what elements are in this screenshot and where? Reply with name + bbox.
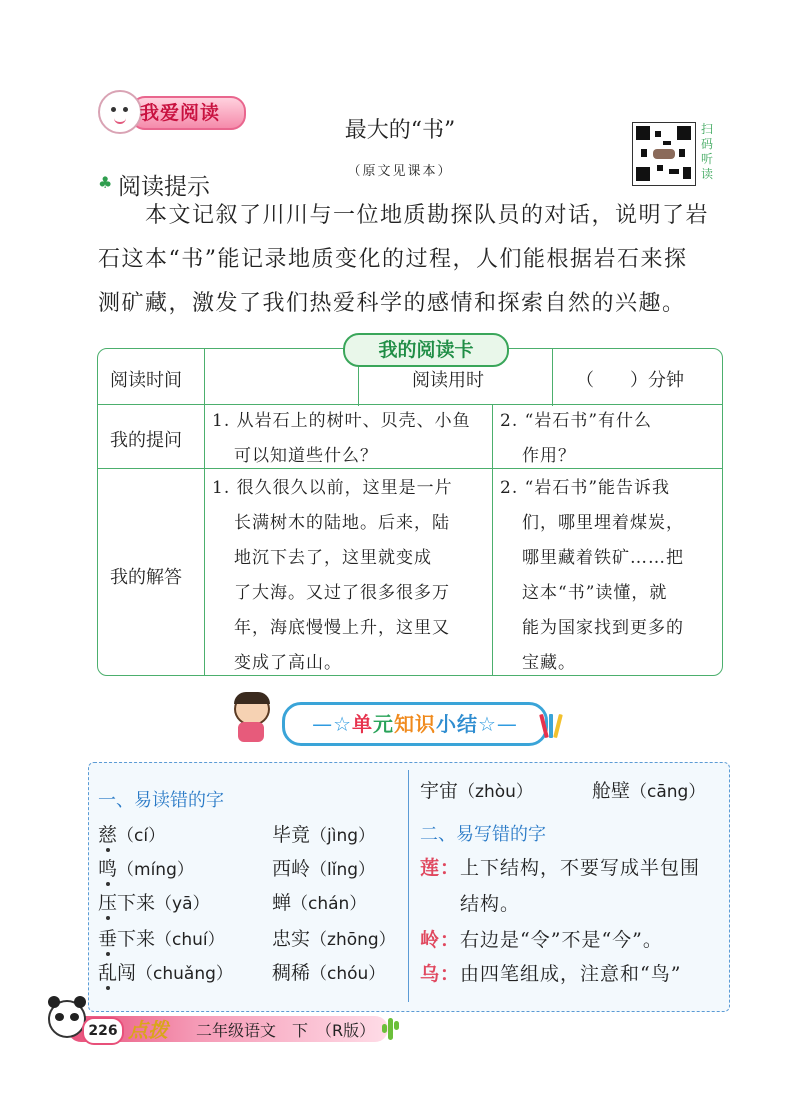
word-char: 垂下来 [98, 928, 156, 950]
word-pinyin: （chuí） [155, 930, 225, 950]
word-char: 鸣 [98, 858, 118, 880]
question-1-line: 可以知道些什么？ [234, 446, 378, 466]
banner-char: 知识 [394, 712, 436, 736]
pencils-icon [540, 712, 566, 738]
word-pinyin: （chuǎng） [136, 964, 233, 984]
answer-1 [212, 471, 453, 681]
page-title: 最大的“书” [344, 118, 456, 143]
card-col-divider [204, 348, 205, 676]
tip-text: 结构。 [460, 893, 521, 915]
misread-word [272, 854, 375, 881]
word-char: 忠实 [272, 928, 311, 950]
answer-1-line: 1. 很久很久以前，这里是一片 [212, 478, 453, 498]
word-char: 毕竟 [272, 824, 311, 846]
book-info: 二年级语文 下 （R版） [196, 1021, 376, 1040]
word-pinyin: （cāng） [630, 782, 706, 802]
page-number: 226 [82, 1017, 124, 1045]
word-pinyin: （zhōng） [310, 930, 396, 950]
leaf-icon: ♣ [98, 173, 113, 192]
answer-1-line: 变成了高山。 [234, 653, 342, 673]
section-misread-title: 一、易读错的字 [98, 790, 224, 811]
card-col-divider [552, 348, 553, 406]
scan-to-listen-label: 扫码听读 [700, 122, 713, 181]
tip-char: 乌： [420, 963, 461, 985]
tip-text: 右边是“令”不是“今”。 [460, 929, 663, 951]
misread-word [98, 854, 194, 881]
miswritten-tip [420, 852, 700, 884]
answer-2-line: 能为国家找到更多的 [522, 618, 684, 638]
summary-banner-title: —☆单元知识小结☆— [312, 712, 518, 736]
brand-logo: 点拨 [128, 1018, 168, 1042]
word-char: 蝉 [272, 892, 292, 914]
card-col-divider [492, 404, 493, 676]
word-pinyin: （chóu） [310, 964, 386, 984]
misread-word [592, 776, 705, 803]
answer-1-line: 年，海底慢慢上升，这里又 [234, 618, 450, 638]
question-1 [212, 404, 471, 474]
answer-1-line: 长满树木的陆地。后来，陆 [234, 513, 450, 533]
word-pinyin: （jìng） [310, 826, 376, 846]
misread-word [98, 888, 210, 915]
answer-2-line: 这本“书”读懂，就 [522, 583, 668, 603]
word-pinyin: （zhòu） [458, 782, 533, 802]
word-char: 压下来 [98, 892, 156, 914]
word-pinyin: （chán） [291, 894, 367, 914]
hint-line-1: 本文记叙了川川与一位地质勘探队员的对话，说明了岩 [98, 203, 710, 228]
hint-line-2: 石这本“书”能记录地质变化的过程，人们能根据岩石来探 [98, 247, 688, 272]
word-char: 慈 [98, 824, 118, 846]
tip-text: 由四笔组成，注意和“鸟” [460, 963, 682, 985]
duration-label: 阅读用时 [412, 370, 484, 391]
miswritten-tip [420, 958, 681, 990]
question-2 [500, 404, 652, 474]
summary-divider [408, 770, 409, 1002]
answer-1-line: 地沉下去了，这里就变成 [234, 548, 432, 568]
misread-word [98, 958, 233, 985]
question-2-line: 2. “岩石书”有什么 [500, 411, 653, 431]
answer-2-line: 们，哪里埋着煤炭， [522, 513, 684, 533]
panda-icon [48, 1000, 86, 1038]
banner-char: 元 [373, 712, 394, 736]
tip-text: 上下结构，不要写成半包围 [460, 857, 701, 879]
question-1-line: 1. 从岩石上的树叶、贝壳、小鱼 [212, 411, 471, 431]
misread-word [98, 820, 165, 847]
qr-code-icon[interactable] [632, 122, 696, 186]
hint-line-3: 测矿藏，激发了我们热爱科学的感情和探索自然的兴趣。 [98, 291, 686, 316]
hint-title: 阅读提示 [118, 174, 210, 200]
answer-2 [500, 471, 684, 681]
misread-word [272, 888, 366, 915]
badge-text: 我爱阅读 [140, 102, 221, 124]
question-label: 我的提问 [110, 430, 182, 451]
word-pinyin: （cí） [117, 826, 166, 846]
cartoon-kid-icon [228, 692, 272, 744]
section-miswritten-title: 二、易写错的字 [420, 824, 546, 845]
answer-label: 我的解答 [110, 567, 182, 588]
answer-1-line: 了大海。又过了很多很多万 [234, 583, 450, 603]
misread-word [272, 820, 375, 847]
page-subtitle: （原文见课本） [347, 164, 453, 179]
card-title: 我的阅读卡 [343, 333, 509, 367]
miswritten-tip [420, 924, 663, 956]
miswritten-tip [460, 888, 520, 920]
misread-word [272, 958, 385, 985]
duration-value: （ ）分钟 [576, 370, 684, 391]
word-char: 稠稀 [272, 962, 311, 984]
banner-char: 小结 [436, 712, 478, 736]
misread-word [98, 924, 225, 951]
answer-2-line: 宝藏。 [522, 653, 576, 673]
answer-2-line: 哪里藏着铁矿……把 [522, 548, 684, 568]
tip-char: 莲： [420, 857, 461, 879]
time-label: 阅读时间 [110, 370, 182, 391]
answer-2-line: 2. “岩石书”能告诉我 [500, 478, 671, 498]
tip-char: 岭： [420, 929, 461, 951]
word-pinyin: （míng） [117, 860, 194, 880]
misread-word [420, 776, 533, 803]
word-char: 舱壁 [592, 780, 631, 802]
word-char: 宇宙 [420, 780, 459, 802]
question-2-line: 作用？ [522, 446, 576, 466]
misread-word [272, 924, 396, 951]
cactus-icon [382, 1018, 398, 1040]
word-char: 西岭 [272, 858, 311, 880]
word-pinyin: （lǐng） [310, 860, 376, 880]
banner-char: 单 [352, 712, 373, 736]
word-pinyin: （yā） [155, 894, 210, 914]
word-char: 乱闯 [98, 962, 137, 984]
